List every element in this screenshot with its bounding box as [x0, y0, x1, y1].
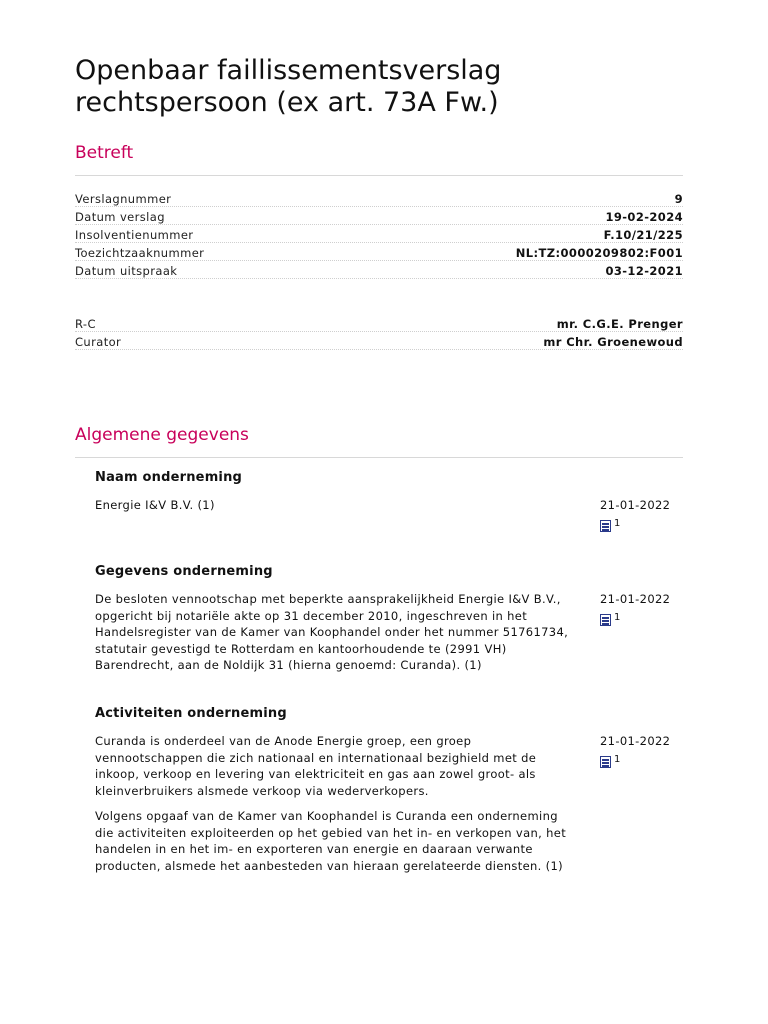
block-meta: [600, 497, 670, 532]
betreft-table-persons: [75, 314, 683, 350]
betreft-table: [75, 189, 683, 279]
paragraph: Volgens opgaaf van de Kamer van Koophandel is Curanda een onderneming die activiteiten exploiteerden op het gebied van het in- en verkopen van, het handelen in en het im- en exporteren van energie en daaraan verwante producten, alsmede het aanbesteden van hieraan gerelateerde diensten. (1): [95, 809, 567, 873]
block-meta: [600, 733, 670, 883]
kv-row-insolventienummer: Insolventienummer F.10/21/225: [75, 225, 683, 243]
attachment-number: 1: [614, 517, 621, 529]
block-title: Gegevens onderneming: [95, 564, 273, 579]
block-date: 21-01-2022: [600, 498, 671, 512]
attachment-number: 1: [614, 753, 621, 765]
block-activiteiten-onderneming: [95, 706, 683, 883]
divider: [75, 457, 683, 458]
section-title-algemene-gegevens: Algemene gegevens: [75, 425, 249, 445]
block-naam-onderneming: [95, 470, 683, 532]
block-title: Naam onderneming: [95, 470, 243, 485]
block-meta: [600, 591, 670, 683]
kv-row-datum-verslag: Datum verslag 19-02-2024: [75, 207, 683, 225]
divider: [75, 175, 683, 176]
title-line-2: rechtspersoon (ex art. 73A Fw.): [75, 87, 499, 118]
attachment-link[interactable]: [600, 612, 670, 626]
title-line-1: Openbaar faillissementsverslag: [75, 55, 502, 86]
section-title-betreft: Betreft: [75, 143, 134, 163]
page-title: [75, 55, 501, 119]
paragraph: De besloten vennootschap met beperkte aansprakelijkheid Energie I&V B.V., opgericht bij notariële akte op 31 december 2010, ingeschreven in het Handelsregister van de Kamer van Koophandel onder het nummer 51761734, statutair gevestigd te Rotterdam en kantoorhoudende te (2991 VH) Barendrecht, aan de Noldijk 31 (hierna genoemd: Curanda). (1): [95, 592, 569, 672]
document-icon: [600, 756, 611, 768]
kv-row-rc: R-C mr. C.G.E. Prenger: [75, 314, 683, 332]
document-icon: [600, 614, 611, 626]
block-text: [95, 733, 575, 883]
block-date: 21-01-2022: [600, 734, 671, 748]
paragraph: Curanda is onderdeel van de Anode Energie groep, een groep vennootschappen die zich nationaal en internationaal bezighield met de inkoop, verkoop en levering van elektriciteit en gas aan zowel groot- als kleinverbruikers alsmede verkoop via wederverkopers.: [95, 734, 537, 798]
kv-row-verslagnummer: Verslagnummer 9: [75, 189, 683, 207]
attachment-number: 1: [614, 611, 621, 623]
block-title: Activiteiten onderneming: [95, 706, 287, 721]
kv-row-toezichtzaaknummer: Toezichtzaaknummer NL:TZ:0000209802:F001: [75, 243, 683, 261]
kv-row-curator: Curator mr Chr. Groenewoud: [75, 332, 683, 350]
document-icon: [600, 520, 611, 532]
block-text: [95, 591, 575, 683]
kv-row-datum-uitspraak: Datum uitspraak 03-12-2021: [75, 261, 683, 279]
attachment-link[interactable]: [600, 754, 670, 768]
block-text: [95, 497, 575, 532]
attachment-link[interactable]: [600, 518, 670, 532]
block-date: 21-01-2022: [600, 592, 671, 606]
block-gegevens-onderneming: [95, 564, 683, 683]
paragraph: Energie I&V B.V. (1): [95, 498, 215, 512]
